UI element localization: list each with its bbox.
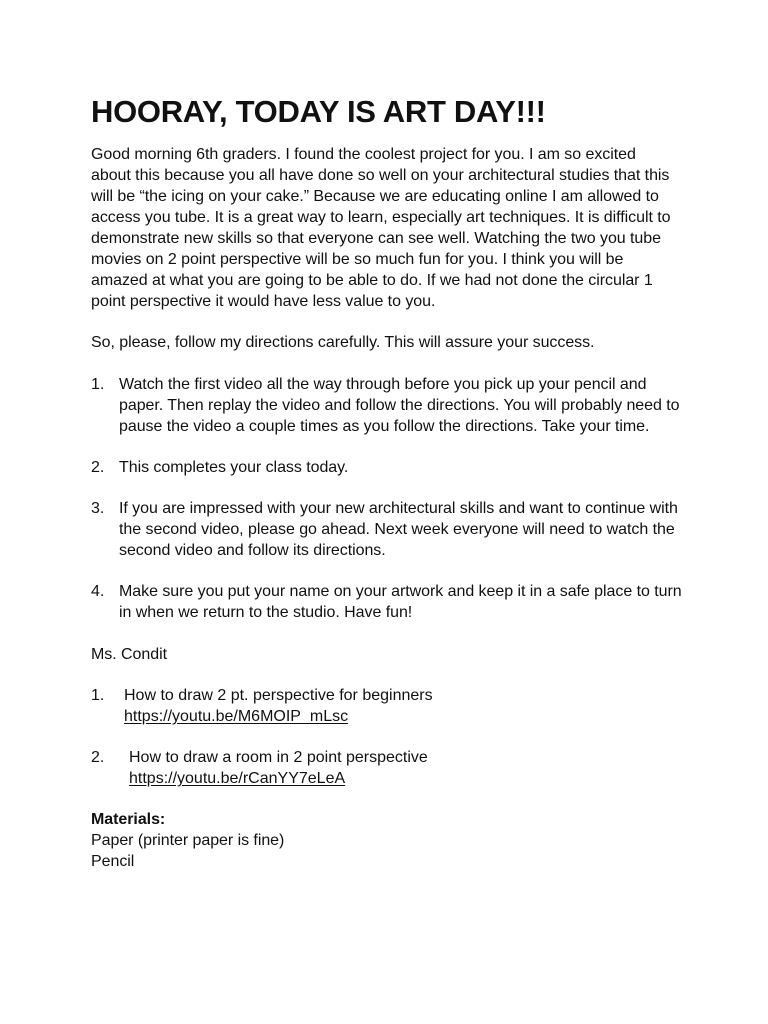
direction-number: 4. xyxy=(91,583,105,600)
video-number: 1. xyxy=(91,687,105,704)
video-link[interactable]: https://youtu.be/rCanYY7eLeA xyxy=(129,770,346,787)
video-title: How to draw 2 pt. perspective for beginners xyxy=(124,687,433,704)
material-item: Paper (printer paper is fine) xyxy=(91,832,285,849)
direction-number: 2. xyxy=(91,459,105,476)
video-list xyxy=(91,685,691,789)
direction-text: Make sure you put your name on your artwork and keep it in a safe place to turn in when we return to the studio. Have fun! xyxy=(119,583,682,621)
video-item xyxy=(91,747,691,789)
page-title: HOORAY, TODAY IS ART DAY!!! xyxy=(91,94,546,129)
direction-item xyxy=(91,498,691,561)
direction-item xyxy=(91,457,691,478)
direction-item xyxy=(91,581,691,623)
intro-paragraph: Good morning 6th graders. I found the coolest project for you. I am so excited about this because you all have done so well on your architectural studies that this will be “the icing on your cake.” Because we are educating online I am allowed to access you tube. It is a great way to learn, especially art techniques. It is difficult to demonstrate new skills so that everyone can see well. Watching the two you tube movies on 2 point perspective will be so much fun for you. I think you will be amazed at what you are going to be able to do. If we had not done the circular 1 point perspective it would have less value to you. xyxy=(91,146,671,310)
direction-item xyxy=(91,374,691,437)
video-item xyxy=(91,685,691,727)
directions-list xyxy=(91,374,691,623)
document-page xyxy=(91,92,691,872)
video-number: 2. xyxy=(91,749,105,766)
direction-text: If you are impressed with your new architectural skills and want to continue with the second video, please go ahead. Next week everyone will need to watch the second video and follow its directions. xyxy=(119,500,678,559)
teacher-signature: Ms. Condit xyxy=(91,646,167,663)
material-item: Pencil xyxy=(91,853,135,870)
direction-text: Watch the first video all the way through before you pick up your pencil and paper. Then replay the video and follow the directions. You will probably need to pause the video a couple times as you follow the directions. Take your time. xyxy=(119,376,680,435)
video-details xyxy=(129,747,691,789)
materials-heading: Materials: xyxy=(91,811,166,828)
materials-section xyxy=(91,809,691,872)
video-link[interactable]: https://youtu.be/M6MOIP_mLsc xyxy=(124,708,349,725)
video-title: How to draw a room in 2 point perspective xyxy=(129,749,428,766)
direction-number: 1. xyxy=(91,376,105,393)
direction-text: This completes your class today. xyxy=(119,459,349,476)
direction-number: 3. xyxy=(91,500,105,517)
instruction-paragraph: So, please, follow my directions carefully. This will assure your success. xyxy=(91,334,595,351)
video-details xyxy=(124,685,691,727)
